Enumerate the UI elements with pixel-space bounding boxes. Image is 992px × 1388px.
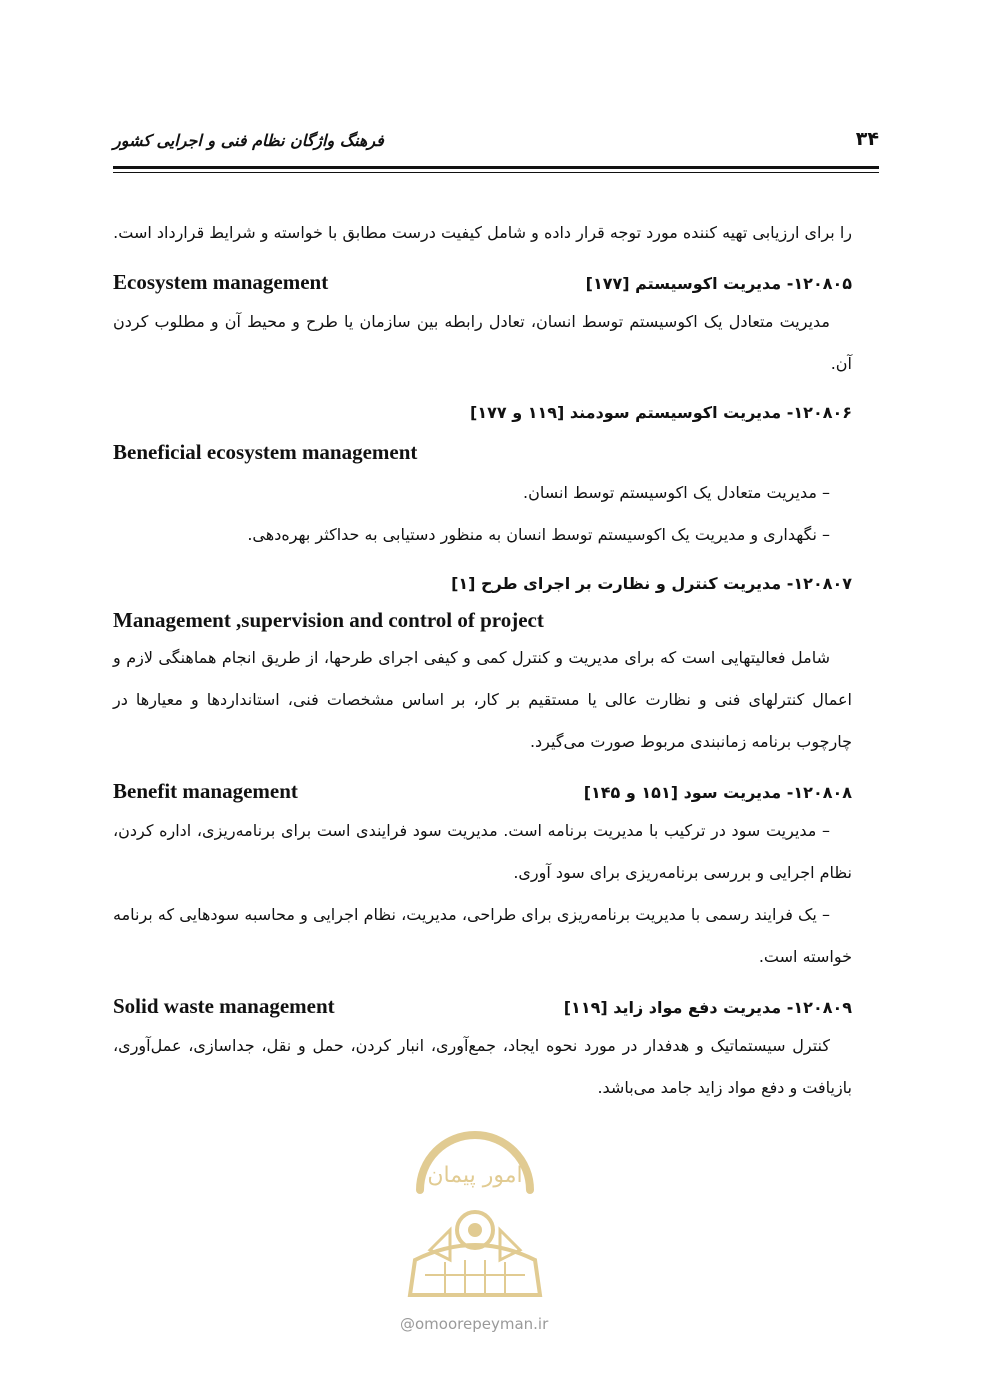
entry-title-en: Benefit management [113,779,298,803]
intro-paragraph: را برای ارزیابی تهیه کننده مورد توجه قرار داده و شامل کیفیت درست مطابق با خواسته و شرایط قرارداد است. [113,223,852,242]
at-icon: @ [400,1315,415,1333]
header-rule-thin [113,172,879,173]
entry-title-fa: ۱۲۰۸۰۸- مدیریت سود [۱۵۱ و ۱۴۵] [583,783,852,802]
page-number: ۳۴ [855,128,879,150]
entry-title-fa: ۱۲۰۸۰۵- مدیریت اکوسیستم [۱۷۷] [585,274,852,293]
page-content [113,212,852,1109]
list-item: – مدیریت متعادل یک اکوسیستم توسط انسان. [523,483,830,502]
entry-heading-120808 [113,772,852,810]
watermark-logo-text: امور پیمان [427,1163,523,1188]
entry-body: شامل فعالیتهایی است که برای مدیریت و کنترل کمی و کیفی اجرای طرحها، از طریق انجام هماهنگی لازم و اعمال کنترلهای فنی و نظارت عالی یا مستقیم بر کار، بر اساس مشخصات فنی، استانداردها و معیارها در چارچوب برنامه زمانبندی مربوط صورت می‌گیرد. [113,648,852,751]
page-header [113,128,879,158]
running-title: فرهنگ واژگان نظام فنی و اجرایی کشور [113,131,384,150]
entry-title-en: Beneficial ecosystem management [113,440,418,464]
watermark-url: @omoorepeyman.ir [400,1315,549,1333]
entry-title-en: Solid waste management [113,994,335,1018]
entry-title-fa: ۱۲۰۸۰۷- مدیریت کنترل و نظارت بر اجرای طرح [۱] [451,574,852,593]
entry-title-fa: ۱۲۰۸۰۹- مدیریت دفع مواد زاید [۱۱۹] [563,998,852,1017]
entry-title-en: Ecosystem management [113,270,329,294]
entry-body: – مدیریت سود در ترکیب با مدیریت برنامه است. مدیریت سود فرایندی است برای برنامه‌ریزی، اداره کردن، نظام اجرایی و بررسی برنامه‌ریزی برای سود آوری. [113,821,852,882]
list-item: – نگهداری و مدیریت یک اکوسیستم توسط انسان به منظور دستیابی به حداکثر بهره‌دهی. [247,525,830,544]
entry-heading-120805 [113,263,852,301]
entry-title-en: Management ,supervision and control of project [113,608,544,632]
entry-body: کنترل سیستماتیک و هدفدار در مورد نحوه ایجاد، جمع‌آوری، انبار کردن، حمل و نقل، جداسازی، عمل‌آوری، بازیافت و دفع مواد زاید جامد می‌باشد. [113,1036,852,1097]
entry-body: – یک فرایند رسمی با مدیریت برنامه‌ریزی برای طراحی، مدیریت، نظام اجرایی و محاسبه سودهایی که برنامه خواسته است. [113,905,852,966]
entry-bullet-list [113,472,852,556]
entry-heading-120809 [113,987,852,1025]
entry-body: مدیریت متعادل یک اکوسیستم توسط انسان، تعادل رابطه بین سازمان یا طرح و محیط آن و مطلوب کردن آن. [113,312,852,373]
watermark-logo-icon [400,1120,550,1310]
header-rule-thick [113,166,879,169]
entry-title-fa: ۱۲۰۸۰۶- مدیریت اکوسیستم سودمند [۱۱۹ و ۱۷۷] [470,403,852,422]
